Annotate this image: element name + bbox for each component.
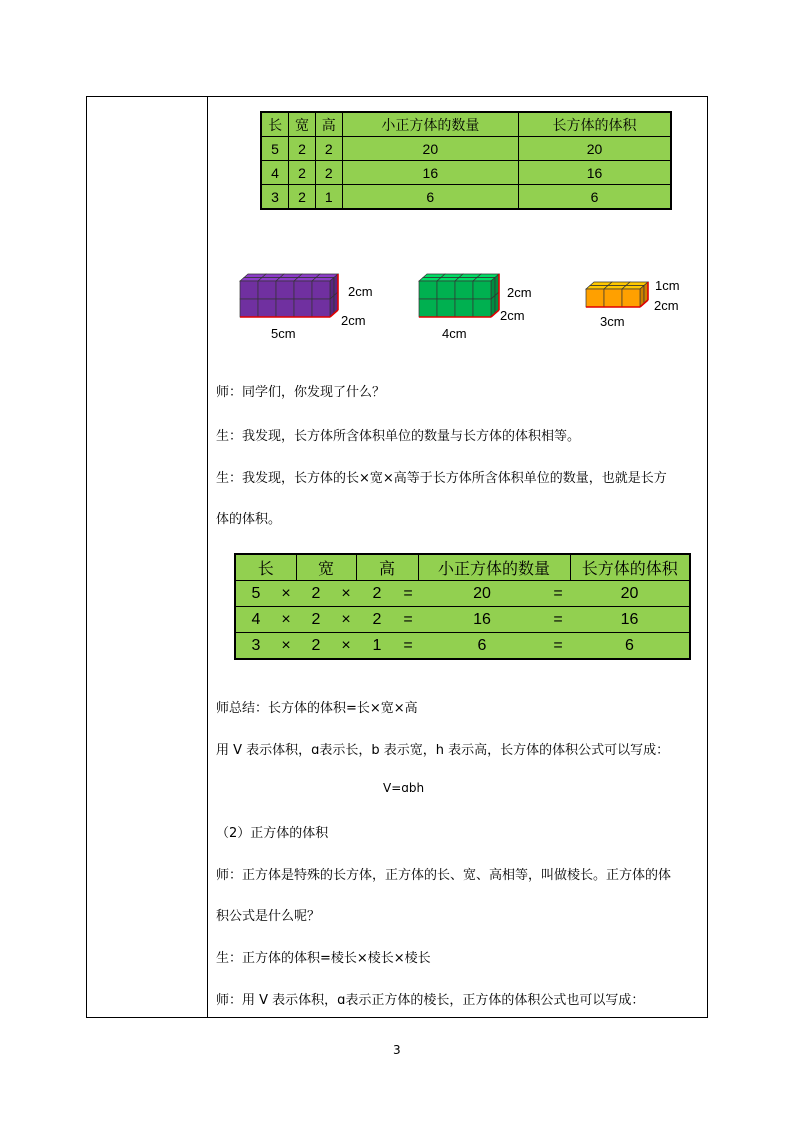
- times-sign: ×: [276, 581, 296, 607]
- header-cell: 宽: [296, 554, 356, 581]
- header-cell: 长: [261, 112, 289, 137]
- times-sign: ×: [276, 633, 296, 660]
- formula: V=ɑbh: [383, 781, 425, 795]
- page-number: 3: [393, 1043, 401, 1057]
- green-width-label: 2cm: [500, 308, 525, 323]
- cuboid-front-cube: [240, 281, 258, 299]
- cell: 2: [315, 161, 342, 185]
- header-cell: 小正方体的数量: [342, 112, 518, 137]
- green-cuboid-figure: [417, 272, 507, 324]
- equals-sign: =: [398, 633, 418, 660]
- paragraph: 生：正方体的体积=棱长×棱长×棱长: [216, 951, 431, 966]
- cell: 4: [261, 161, 289, 185]
- equals-sign: =: [546, 633, 570, 660]
- cell: 5: [261, 137, 289, 161]
- cuboid-front-cube: [419, 299, 437, 317]
- cell: 20: [418, 581, 546, 607]
- equals-sign: =: [398, 607, 418, 633]
- cuboid-front-cube: [294, 281, 312, 299]
- cuboid-front-cube: [437, 299, 455, 317]
- header-cell: 高: [315, 112, 342, 137]
- table-row: [261, 137, 671, 161]
- purple-width-label: 2cm: [341, 313, 366, 328]
- orange-cuboid-figure: [584, 280, 656, 314]
- cell: 2: [356, 581, 398, 607]
- cell: 16: [342, 161, 518, 185]
- table-row: [261, 161, 671, 185]
- cuboid-front-cube: [312, 281, 330, 299]
- cuboid-front-cube: [276, 299, 294, 317]
- table-row: [235, 633, 690, 660]
- volume-table-1: [260, 111, 672, 210]
- equals-sign: =: [546, 581, 570, 607]
- orange-height-label: 1cm: [655, 278, 680, 293]
- volume-formula-table: [234, 553, 691, 660]
- times-sign: ×: [276, 607, 296, 633]
- times-sign: ×: [336, 581, 356, 607]
- table-row: [235, 581, 690, 607]
- cell: 2: [315, 137, 342, 161]
- cell: 20: [519, 137, 671, 161]
- cell: 1: [315, 185, 342, 210]
- orange-width-label: 2cm: [654, 298, 679, 313]
- cuboid-front-cube: [473, 281, 491, 299]
- cuboid-front-cube: [455, 281, 473, 299]
- cell: 2: [296, 633, 336, 660]
- cuboid-front-cube: [622, 289, 640, 307]
- times-sign: ×: [336, 607, 356, 633]
- purple-cuboid-figure: [238, 272, 348, 327]
- cuboid-front-cube: [258, 299, 276, 317]
- cell: 1: [356, 633, 398, 660]
- header-cell: 小正方体的数量: [418, 554, 570, 581]
- paragraph: 师：用 V 表示体积，ɑ表示正方体的棱长，正方体的体积公式也可以写成：: [216, 993, 645, 1008]
- paragraph: 师：正方体是特殊的长方体，正方体的长、宽、高相等，叫做棱长。正方体的体: [216, 868, 672, 883]
- cell: 2: [296, 607, 336, 633]
- table-row: [261, 185, 671, 210]
- paragraph: 用 V 表示体积，ɑ表示长，b 表示宽，h 表示高，长方体的体积公式可以写成：: [216, 743, 670, 758]
- paragraph: 生：我发现，长方体所含体积单位的数量与长方体的体积相等。: [216, 429, 581, 444]
- cell: 2: [289, 137, 316, 161]
- cell: 2: [296, 581, 336, 607]
- cuboid-front-cube: [473, 299, 491, 317]
- cuboid-front-cube: [437, 281, 455, 299]
- cell: 2: [356, 607, 398, 633]
- equals-sign: =: [546, 607, 570, 633]
- cell: 6: [418, 633, 546, 660]
- cuboid-front-cube: [276, 281, 294, 299]
- cell: 6: [342, 185, 518, 210]
- cuboid-front-cube: [258, 281, 276, 299]
- cuboid-front-cube: [604, 289, 622, 307]
- cell: 3: [235, 633, 276, 660]
- column-divider: [207, 96, 208, 1018]
- cell: 16: [519, 161, 671, 185]
- cell: 20: [570, 581, 690, 607]
- cell: 6: [519, 185, 671, 210]
- cell: 16: [418, 607, 546, 633]
- table-row: [235, 607, 690, 633]
- cuboid-front-cube: [419, 281, 437, 299]
- cuboid-front-cube: [586, 289, 604, 307]
- green-length-label: 4cm: [442, 326, 467, 341]
- cell: 2: [289, 161, 316, 185]
- equals-sign: =: [398, 581, 418, 607]
- cuboid-front-cube: [312, 299, 330, 317]
- purple-height-label: 2cm: [348, 284, 373, 299]
- cell: 20: [342, 137, 518, 161]
- paragraph: 体的体积。: [216, 512, 282, 527]
- paragraph: 师总结：长方体的体积=长×宽×高: [216, 701, 418, 716]
- header-cell: 长: [235, 554, 296, 581]
- cuboid-front-cube: [294, 299, 312, 317]
- green-height-label: 2cm: [507, 285, 532, 300]
- cell: 16: [570, 607, 690, 633]
- purple-length-label: 5cm: [271, 326, 296, 341]
- cell: 3: [261, 185, 289, 210]
- section-heading: （2）正方体的体积: [216, 826, 329, 841]
- paragraph: 生：我发现，长方体的长×宽×高等于长方体所含体积单位的数量，也就是长方: [216, 471, 667, 486]
- cell: 4: [235, 607, 276, 633]
- table-header-row: [261, 112, 671, 137]
- cell: 2: [289, 185, 316, 210]
- cell: 6: [570, 633, 690, 660]
- paragraph: 积公式是什么呢？: [216, 909, 321, 924]
- header-cell: 长方体的体积: [519, 112, 671, 137]
- header-cell: 长方体的体积: [570, 554, 690, 581]
- table-header-row: [235, 554, 690, 581]
- header-cell: 高: [356, 554, 418, 581]
- times-sign: ×: [336, 633, 356, 660]
- paragraph: 师：同学们，你发现了什么？: [216, 385, 386, 400]
- header-cell: 宽: [289, 112, 316, 137]
- orange-length-label: 3cm: [600, 314, 625, 329]
- cuboid-front-cube: [455, 299, 473, 317]
- cuboid-front-cube: [240, 299, 258, 317]
- cell: 5: [235, 581, 276, 607]
